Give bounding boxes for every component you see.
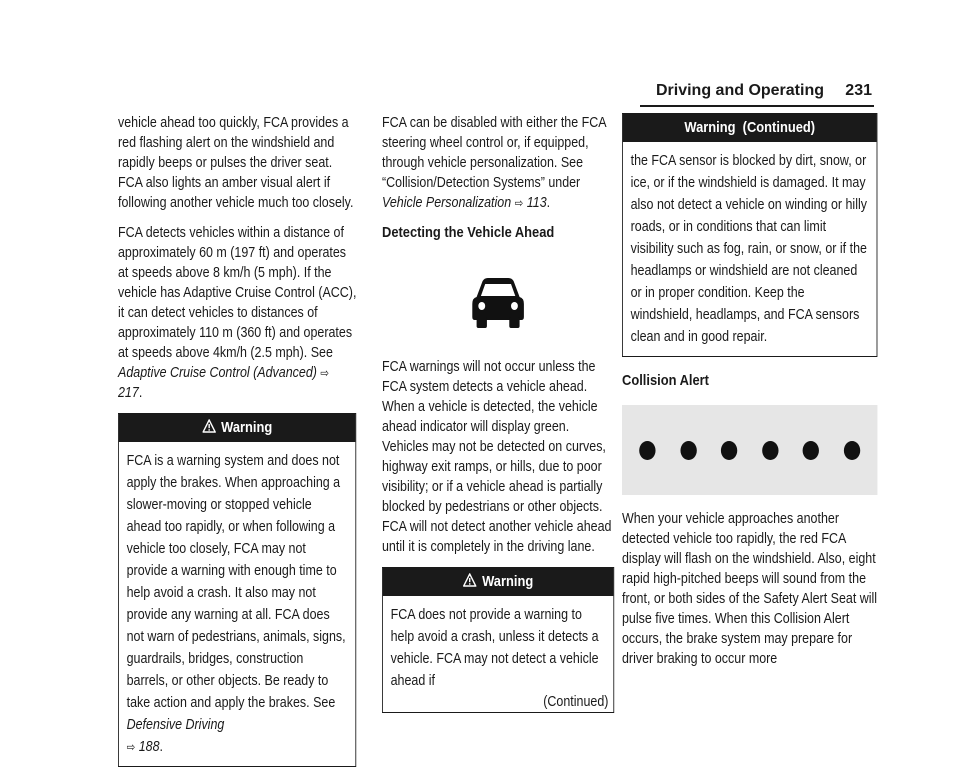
column-2 xyxy=(382,113,614,721)
paragraph: FCA detects vehicles within a distance of approximately 60 m (197 ft) and operates at speeds above 8 km/h (5 mph). If the vehicle has Adaptive Cruise Control (ACC), it can detect vehicles to distances of approximately 110 m (360 ft) and operates at speeds above 4km/h (2.5 mph). See Adaptive Cruise Control (Advanced) ⇨ 217. xyxy=(118,225,357,401)
vehicle-ahead-indicator xyxy=(382,249,614,357)
xref-text: Vehicle Personalization xyxy=(382,195,512,211)
continued-label: (Continued) xyxy=(543,694,609,710)
warning-text: FCA is a warning system and does not apply the brakes. When approaching a slower-moving or stopped vehicle ahead too rapidly, or when following a vehicle too closely, FCA may not provide a warning with enough time to help avoid a crash. It also may not provide any warning at all. FCA does not warn of pedestrians, animals, signs, guardrails, bridges, construction barrels, or other objects. Be ready to take action and apply the brakes. See Defensive Driving ⇨ 188. xyxy=(126,453,346,755)
xref-arrow-icon: ⇨ xyxy=(514,196,524,210)
page-number: 231 xyxy=(845,82,872,99)
xref-link-vehicle-personalization[interactable] xyxy=(382,195,547,211)
warning-header: Warning (Continued) xyxy=(623,114,877,142)
warning-body xyxy=(383,596,614,694)
xref-page: 113 xyxy=(526,195,547,211)
warning-header xyxy=(119,414,356,442)
warning-triangle-icon xyxy=(463,573,477,587)
warning-box-continued xyxy=(622,113,877,357)
paragraph-text: FCA can be disabled with either the FCA steering wheel control or, if equipped, through vehicle personalization. See “Collision/Detection Systems” under xyxy=(382,115,606,191)
vehicle-ahead-indicator-icon xyxy=(471,277,526,329)
xref-text: Defensive Driving xyxy=(126,717,225,733)
paragraph: vehicle ahead too quickly, FCA provides a red flashing alert on the windshield and rapidly beeps or pulses the driver seat. FCA also lights an amber visual alert if following another vehicle much too closely. xyxy=(118,115,354,211)
section-heading: Detecting the Vehicle Ahead xyxy=(382,224,555,241)
warning-text: FCA does not provide a warning to help avoid a crash, unless it detects a vehicle. FCA may not detect a vehicle ahead if xyxy=(390,607,599,689)
alert-dot-icon xyxy=(680,441,696,460)
warning-body xyxy=(119,442,356,766)
warning-triangle-icon xyxy=(202,419,216,433)
xref-page: 188 xyxy=(138,739,160,755)
page-header-title: Driving and Operating xyxy=(655,82,824,99)
xref-link-adaptive-cruise-control[interactable] xyxy=(118,365,329,401)
alert-dot-icon xyxy=(803,441,819,460)
column-1 xyxy=(118,113,356,775)
warning-title: Warning xyxy=(221,419,273,436)
paragraph-text: FCA detects vehicles within a distance of approximately 60 m (197 ft) and operates at speeds above 8 km/h (5 mph). If the vehicle has Adaptive Cruise Control (ACC), it can detect vehicles to distances of approximately 110 m (360 ft) and operates at speeds above 4km/h (2.5 mph). See xyxy=(118,225,357,361)
paragraph: When your vehicle approaches another detected vehicle too rapidly, the red FCA display will flash on the windshield. Also, eight rapid high-pitched beeps will sound from the front, or both sides of the Safety Alert Seat will pulse five times. When this Collision Alert occurs, the brake system may prepare for driver braking to occur more xyxy=(622,511,878,667)
column-3 xyxy=(622,113,877,679)
warning-text: the FCA sensor is blocked by dirt, snow, or ice, or if the windshield is damaged. It may also not detect a vehicle on winding or hilly roads, or in conditions that can limit visibility such as fog, rain, or snow, or if the headlamps or windshield are not cleaned or in proper condition. Keep the windshield, headlamps, and FCA sensors clean and in good repair. xyxy=(630,153,867,345)
warning-box xyxy=(118,413,356,767)
paragraph: FCA warnings will not occur unless the FCA system detects a vehicle ahead. When a vehicle is detected, the vehicle ahead indicator will display green. Vehicles may not be detected on curves, highway exit ramps, or hills, due to poor visibility; or if a vehicle ahead is partially blocked by pedestrians or other objects. FCA will not detect another vehicle ahead until it is completely in the driving lane. xyxy=(382,359,612,555)
warning-title: Warning xyxy=(482,573,534,590)
xref-arrow-icon: ⇨ xyxy=(126,740,136,754)
xref-page: 217 xyxy=(118,385,139,401)
alert-dot-icon xyxy=(844,441,860,460)
alert-dot-icon xyxy=(639,441,655,460)
collision-alert-display xyxy=(622,405,877,495)
xref-link-defensive-driving[interactable] xyxy=(127,717,225,755)
warning-body xyxy=(623,142,877,356)
warning-text-body: FCA is a warning system and does not apply the brakes. When approaching a slower-moving or stopped vehicle ahead too rapidly, or when following a vehicle too closely, FCA may not provide a warning with enough time to help avoid a crash. It also may not provide any warning at all. FCA does not warn of pedestrians, animals, signs, guardrails, bridges, construction barrels, or other objects. Be ready to take action and apply the brakes. See xyxy=(126,453,346,711)
xref-text: Adaptive Cruise Control (Advanced) xyxy=(118,365,317,381)
header-rule xyxy=(640,105,874,107)
alert-dot-icon xyxy=(721,441,737,460)
paragraph: FCA can be disabled with either the FCA steering wheel control or, if equipped, through vehicle personalization. See “Collision/Detection Systems” under Vehicle Personalization ⇨ 113. xyxy=(382,115,606,211)
warning-header xyxy=(383,568,614,596)
warning-box xyxy=(382,567,614,713)
alert-dot-icon xyxy=(762,441,778,460)
xref-arrow-icon: ⇨ xyxy=(320,366,330,380)
page-header xyxy=(640,82,872,106)
subheading-collision-alert: Collision Alert xyxy=(622,372,709,389)
